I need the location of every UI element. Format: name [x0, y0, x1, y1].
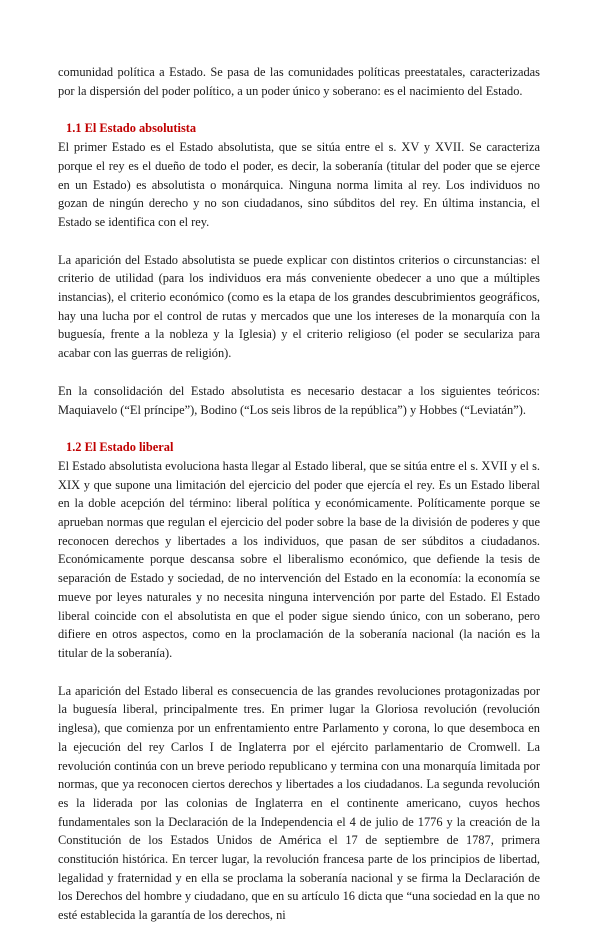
- absolutista-paragraph-1: El primer Estado es el Estado absolutista, que se sitúa entre el s. XV y XVII. Se caracteriza porque el rey es el dueño de todo el poder, es decir, la soberanía (titular del poder que se ejerce en un Estado) es absolutista o monárquica. Ninguna norma limita al rey. Los individuos no gozan de ningún derecho y no son ciudadanos, sino súbditos del rey. En última instancia, el Estado se identifica con el rey.: [58, 140, 540, 229]
- absolutista-paragraph-2: La aparición del Estado absolutista se puede explicar con distintos criterios o circunstancias: el criterio de utilidad (para los individuos era más conveniente obedecer a uno que a múltiples instancias), el criterio económico (como es la etapa de los grandes descubrimientos geográficos, hay una lucha por el control de rutas y mercados que une los intereses de la monarquía con la buguesía, frente a la nobleza y la Iglesia) y el criterio religioso (el poder se seculariza para acabar con las guerras de religión).: [58, 252, 540, 361]
- section-heading-liberal: 1.2 El Estado liberal: [66, 440, 174, 455]
- liberal-paragraph-2: La aparición del Estado liberal es consecuencia de las grandes revoluciones protagonizadas por la buguesía liberal, principalmente tres. En primer lugar la Gloriosa revolución (revolución inglesa), que comienza por un enfrentamiento entre Parlamento y corona, lo que desemboca en la ejecución del rey Carlos I de Inglaterra por el ejército parlamentario de Cromwell. La revolución continúa con un breve periodo republicano y termina con una monarquía limitada por normas, que ya reconocen ciertos derechos y libertades a los ciudadanos. La segunda revolución es la liderada por las colonias de Inglaterra en el continente americano, cuyos hechos fundamentales son la Declaración de la Independencia el 4 de julio de 1776 y la creación de la Constitución de los Estados Unidos de América el 17 de septiembre de 1787, primera constitución histórica. En tercer lugar, la revolución francesa parte de los principios de libertad, legalidad y fraternidad y en ella se proclama la soberanía nacional y se firma la Declaración de los Derechos del hombre y ciudadano, que en su artículo 16 dicta que “una sociedad en la que no esté establecida la garantía de los derechos, ni: [58, 683, 540, 923]
- absolutista-paragraph-3: En la consolidación del Estado absolutista es necesario destacar a los siguientes teóricos: Maquiavelo (“El príncipe”), Bodino (“Los seis libros de la república”) y Hobbes (“Leviatán”).: [58, 383, 540, 417]
- intro-paragraph: comunidad política a Estado. Se pasa de las comunidades políticas preestatales, caracterizadas por la dispersión del poder político, a un poder único y soberano: es el nacimiento del Estado.: [58, 65, 540, 98]
- liberal-paragraph-1: El Estado absolutista evoluciona hasta llegar al Estado liberal, que se sitúa entre el s. XVII y el s. XIX y que supone una limitación del ejercicio del poder que ejercía el rey. Es un Estado liberal en la doble acepción del término: liberal política y económicamente. Políticamente porque se aprueban normas que regulan el ejercicio del poder sobre la base de la división de poderes y que reconocen derechos y libertades a los individuos, que pasan de ser súbditos a ciudadanos. Económicamente porque descansa sobre el liberalismo económico, que defiende la tesis de separación de Estado y sociedad, de no intervención del Estado en la economía: la economía se mueve por leyes naturales y no necesita ninguna intervención por parte del Estado. El Estado liberal coincide con el absolutista en que el poder sigue siendo único, con un soberano, pero difiere en otros aspectos, como en la proclamación de la soberanía nacional (la nación es la titular de la soberanía).: [58, 458, 540, 660]
- section-heading-absolutista: 1.1 El Estado absolutista: [66, 121, 197, 136]
